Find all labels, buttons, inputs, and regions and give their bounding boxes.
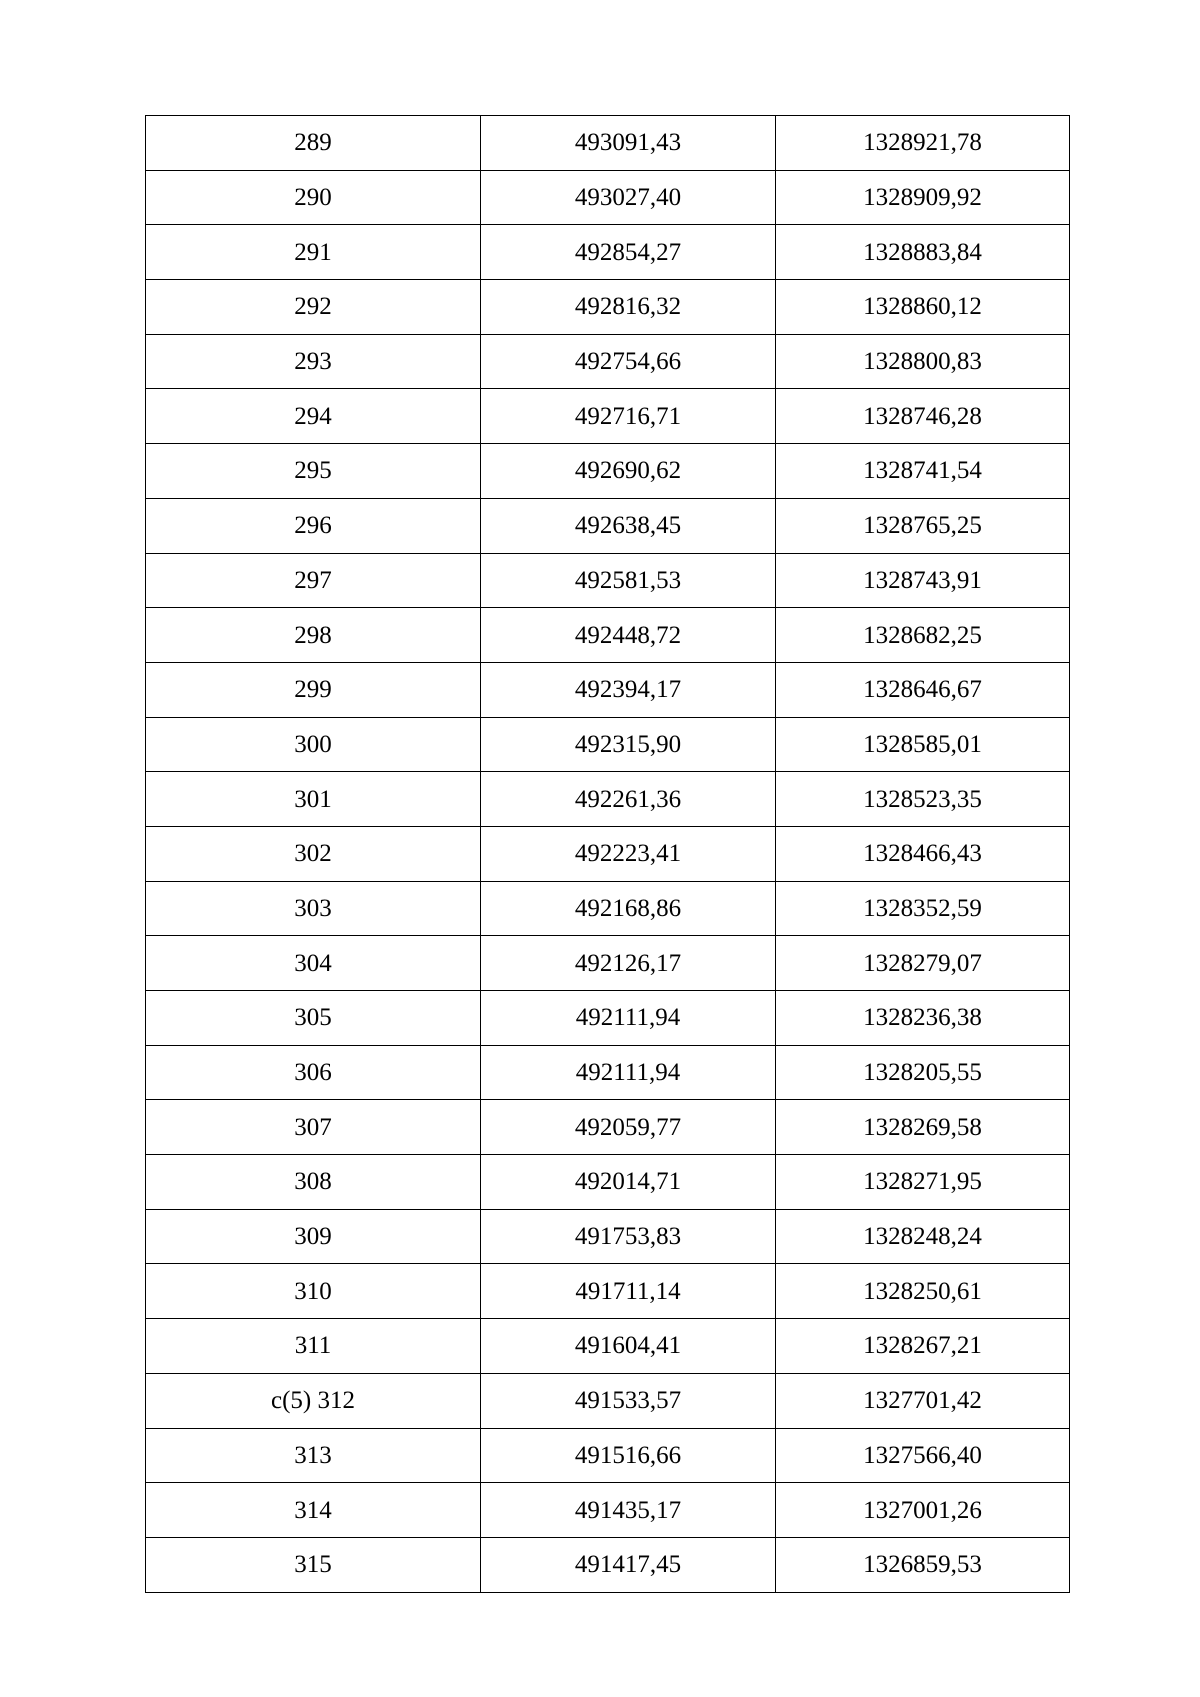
point-number-cell: 299 [146,662,481,717]
x-coordinate-cell: 491711,14 [481,1264,776,1319]
y-coordinate-cell: 1328860,12 [776,280,1070,335]
point-number-cell: 295 [146,444,481,499]
point-number-cell: 293 [146,334,481,389]
x-coordinate-cell: 492111,94 [481,991,776,1046]
table-row [146,1264,1070,1319]
table-row [146,170,1070,225]
point-number-cell: 307 [146,1100,481,1155]
y-coordinate-cell: 1328267,21 [776,1319,1070,1374]
table-row [146,1209,1070,1264]
point-number-cell: 298 [146,608,481,663]
table-row [146,991,1070,1046]
point-number-cell: 308 [146,1155,481,1210]
point-number-cell: 302 [146,826,481,881]
point-number-cell: 300 [146,717,481,772]
x-coordinate-cell: 491753,83 [481,1209,776,1264]
table-row [146,225,1070,280]
x-coordinate-cell: 492111,94 [481,1045,776,1100]
table-row [146,662,1070,717]
x-coordinate-cell: 492168,86 [481,881,776,936]
x-coordinate-cell: 492816,32 [481,280,776,335]
y-coordinate-cell: 1328205,55 [776,1045,1070,1100]
x-coordinate-cell: 492638,45 [481,498,776,553]
y-coordinate-cell: 1328269,58 [776,1100,1070,1155]
point-number-cell: 309 [146,1209,481,1264]
x-coordinate-cell: 491435,17 [481,1483,776,1538]
point-number-cell: 294 [146,389,481,444]
point-number-cell: 313 [146,1428,481,1483]
point-number-cell: 297 [146,553,481,608]
table-row [146,389,1070,444]
table-row [146,881,1070,936]
y-coordinate-cell: 1328921,78 [776,116,1070,171]
table-row [146,772,1070,827]
y-coordinate-cell: 1328279,07 [776,936,1070,991]
y-coordinate-cell: 1328271,95 [776,1155,1070,1210]
x-coordinate-cell: 493027,40 [481,170,776,225]
y-coordinate-cell: 1328909,92 [776,170,1070,225]
y-coordinate-cell: 1326859,53 [776,1537,1070,1592]
point-number-cell: 315 [146,1537,481,1592]
point-number-cell: 303 [146,881,481,936]
y-coordinate-cell: 1328248,24 [776,1209,1070,1264]
table-row [146,608,1070,663]
x-coordinate-cell: 491604,41 [481,1319,776,1374]
x-coordinate-cell: 492014,71 [481,1155,776,1210]
y-coordinate-cell: 1328746,28 [776,389,1070,444]
table-row [146,826,1070,881]
table-row [146,717,1070,772]
table-row [146,553,1070,608]
point-number-cell: 301 [146,772,481,827]
y-coordinate-cell: 1327001,26 [776,1483,1070,1538]
y-coordinate-cell: 1328741,54 [776,444,1070,499]
table-row [146,1100,1070,1155]
x-coordinate-cell: 492716,71 [481,389,776,444]
table-row [146,1483,1070,1538]
x-coordinate-cell: 491533,57 [481,1373,776,1428]
table-row [146,1537,1070,1592]
coordinates-table-body [146,116,1070,1593]
point-number-cell: 310 [146,1264,481,1319]
x-coordinate-cell: 492690,62 [481,444,776,499]
point-number-cell: 306 [146,1045,481,1100]
point-number-cell: 290 [146,170,481,225]
y-coordinate-cell: 1328646,67 [776,662,1070,717]
table-row [146,1045,1070,1100]
table-row [146,1428,1070,1483]
x-coordinate-cell: 492754,66 [481,334,776,389]
point-number-cell: 305 [146,991,481,1046]
x-coordinate-cell: 492126,17 [481,936,776,991]
y-coordinate-cell: 1328765,25 [776,498,1070,553]
x-coordinate-cell: 492261,36 [481,772,776,827]
x-coordinate-cell: 491417,45 [481,1537,776,1592]
y-coordinate-cell: 1328523,35 [776,772,1070,827]
x-coordinate-cell: 492394,17 [481,662,776,717]
x-coordinate-cell: 492059,77 [481,1100,776,1155]
x-coordinate-cell: 491516,66 [481,1428,776,1483]
y-coordinate-cell: 1328800,83 [776,334,1070,389]
point-number-cell: 304 [146,936,481,991]
table-row [146,936,1070,991]
x-coordinate-cell: 492223,41 [481,826,776,881]
x-coordinate-cell: 492315,90 [481,717,776,772]
table-row [146,280,1070,335]
coordinates-table [145,115,1070,1593]
table-row [146,444,1070,499]
table-row [146,334,1070,389]
point-number-cell: 292 [146,280,481,335]
point-number-cell: 296 [146,498,481,553]
point-number-cell: 289 [146,116,481,171]
y-coordinate-cell: 1328352,59 [776,881,1070,936]
table-row [146,116,1070,171]
y-coordinate-cell: 1328585,01 [776,717,1070,772]
table-row [146,1319,1070,1374]
point-number-cell: 311 [146,1319,481,1374]
x-coordinate-cell: 492581,53 [481,553,776,608]
y-coordinate-cell: 1328466,43 [776,826,1070,881]
y-coordinate-cell: 1328682,25 [776,608,1070,663]
point-number-cell: 291 [146,225,481,280]
point-number-cell: 314 [146,1483,481,1538]
table-row [146,1373,1070,1428]
table-row [146,1155,1070,1210]
x-coordinate-cell: 492854,27 [481,225,776,280]
point-number-cell: c(5) 312 [146,1373,481,1428]
y-coordinate-cell: 1328236,38 [776,991,1070,1046]
table-row [146,498,1070,553]
y-coordinate-cell: 1328883,84 [776,225,1070,280]
x-coordinate-cell: 492448,72 [481,608,776,663]
y-coordinate-cell: 1328250,61 [776,1264,1070,1319]
y-coordinate-cell: 1327566,40 [776,1428,1070,1483]
y-coordinate-cell: 1327701,42 [776,1373,1070,1428]
y-coordinate-cell: 1328743,91 [776,553,1070,608]
x-coordinate-cell: 493091,43 [481,116,776,171]
